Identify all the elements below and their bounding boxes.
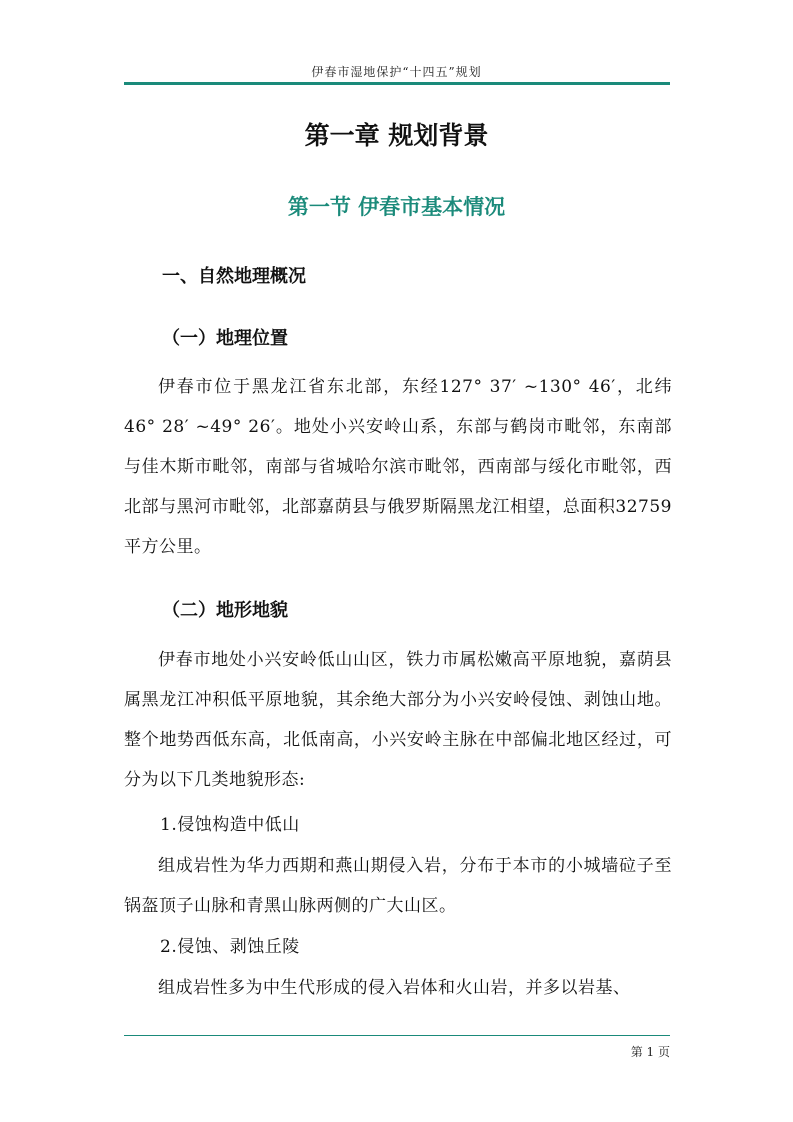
landform-paragraph: 伊春市地处小兴安岭低山山区，铁力市属松嫩高平原地貌，嘉荫县属黑龙江冲积低平原地貌，其余绝大部分为小兴安岭侵蚀、剥蚀山地。整个地势西低东高，北低南高，小兴安岭主脉在中部偏北地区经过，可分为以下几类地貌形态: [124,650,672,790]
footer-divider [124,1035,670,1036]
geo-location-paragraph: 伊春市位于黑龙江省东北部，东经127° 37′ ~130° 46′，北纬46° 28′ ~49° 26′。地处小兴安岭山系，东部与鹤岗市毗邻，东南部与佳木斯市毗邻，南部与省城哈尔滨市毗邻，西南部与绥化市毗邻，西北部与黑河市毗邻，北部嘉荫县与俄罗斯隔黑龙江相望，总面积32759平方公里。 [124,377,672,557]
landform-item-1-text: 组成岩性为华力西期和燕山期侵入岩，分布于本市的小城墙砬子至锅盔顶子山脉和青黑山脉两侧的广大山区。 [124,856,672,916]
landform-item-1-label: 1.侵蚀构造中低山 [160,815,300,835]
landform-item-2-label: 2.侵蚀、剥蚀丘陵 [160,937,300,957]
landform-heading: （二）地形地貌 [162,600,288,621]
header-title: 伊春市湿地保护“十四五”规划 [311,65,482,79]
landform-item-2-text: 组成岩性多为中生代形成的侵入岩体和火山岩，并多以岩基、 [158,978,631,998]
subsection-heading: 一、自然地理概况 [162,266,306,287]
page-number: 第 1 页 [630,1045,670,1059]
header-divider [124,82,670,85]
chapter-title: 第一章 规划背景 [304,121,489,150]
geo-location-heading: （一）地理位置 [162,328,288,349]
section-title: 第一节 伊春市基本情况 [287,195,506,219]
